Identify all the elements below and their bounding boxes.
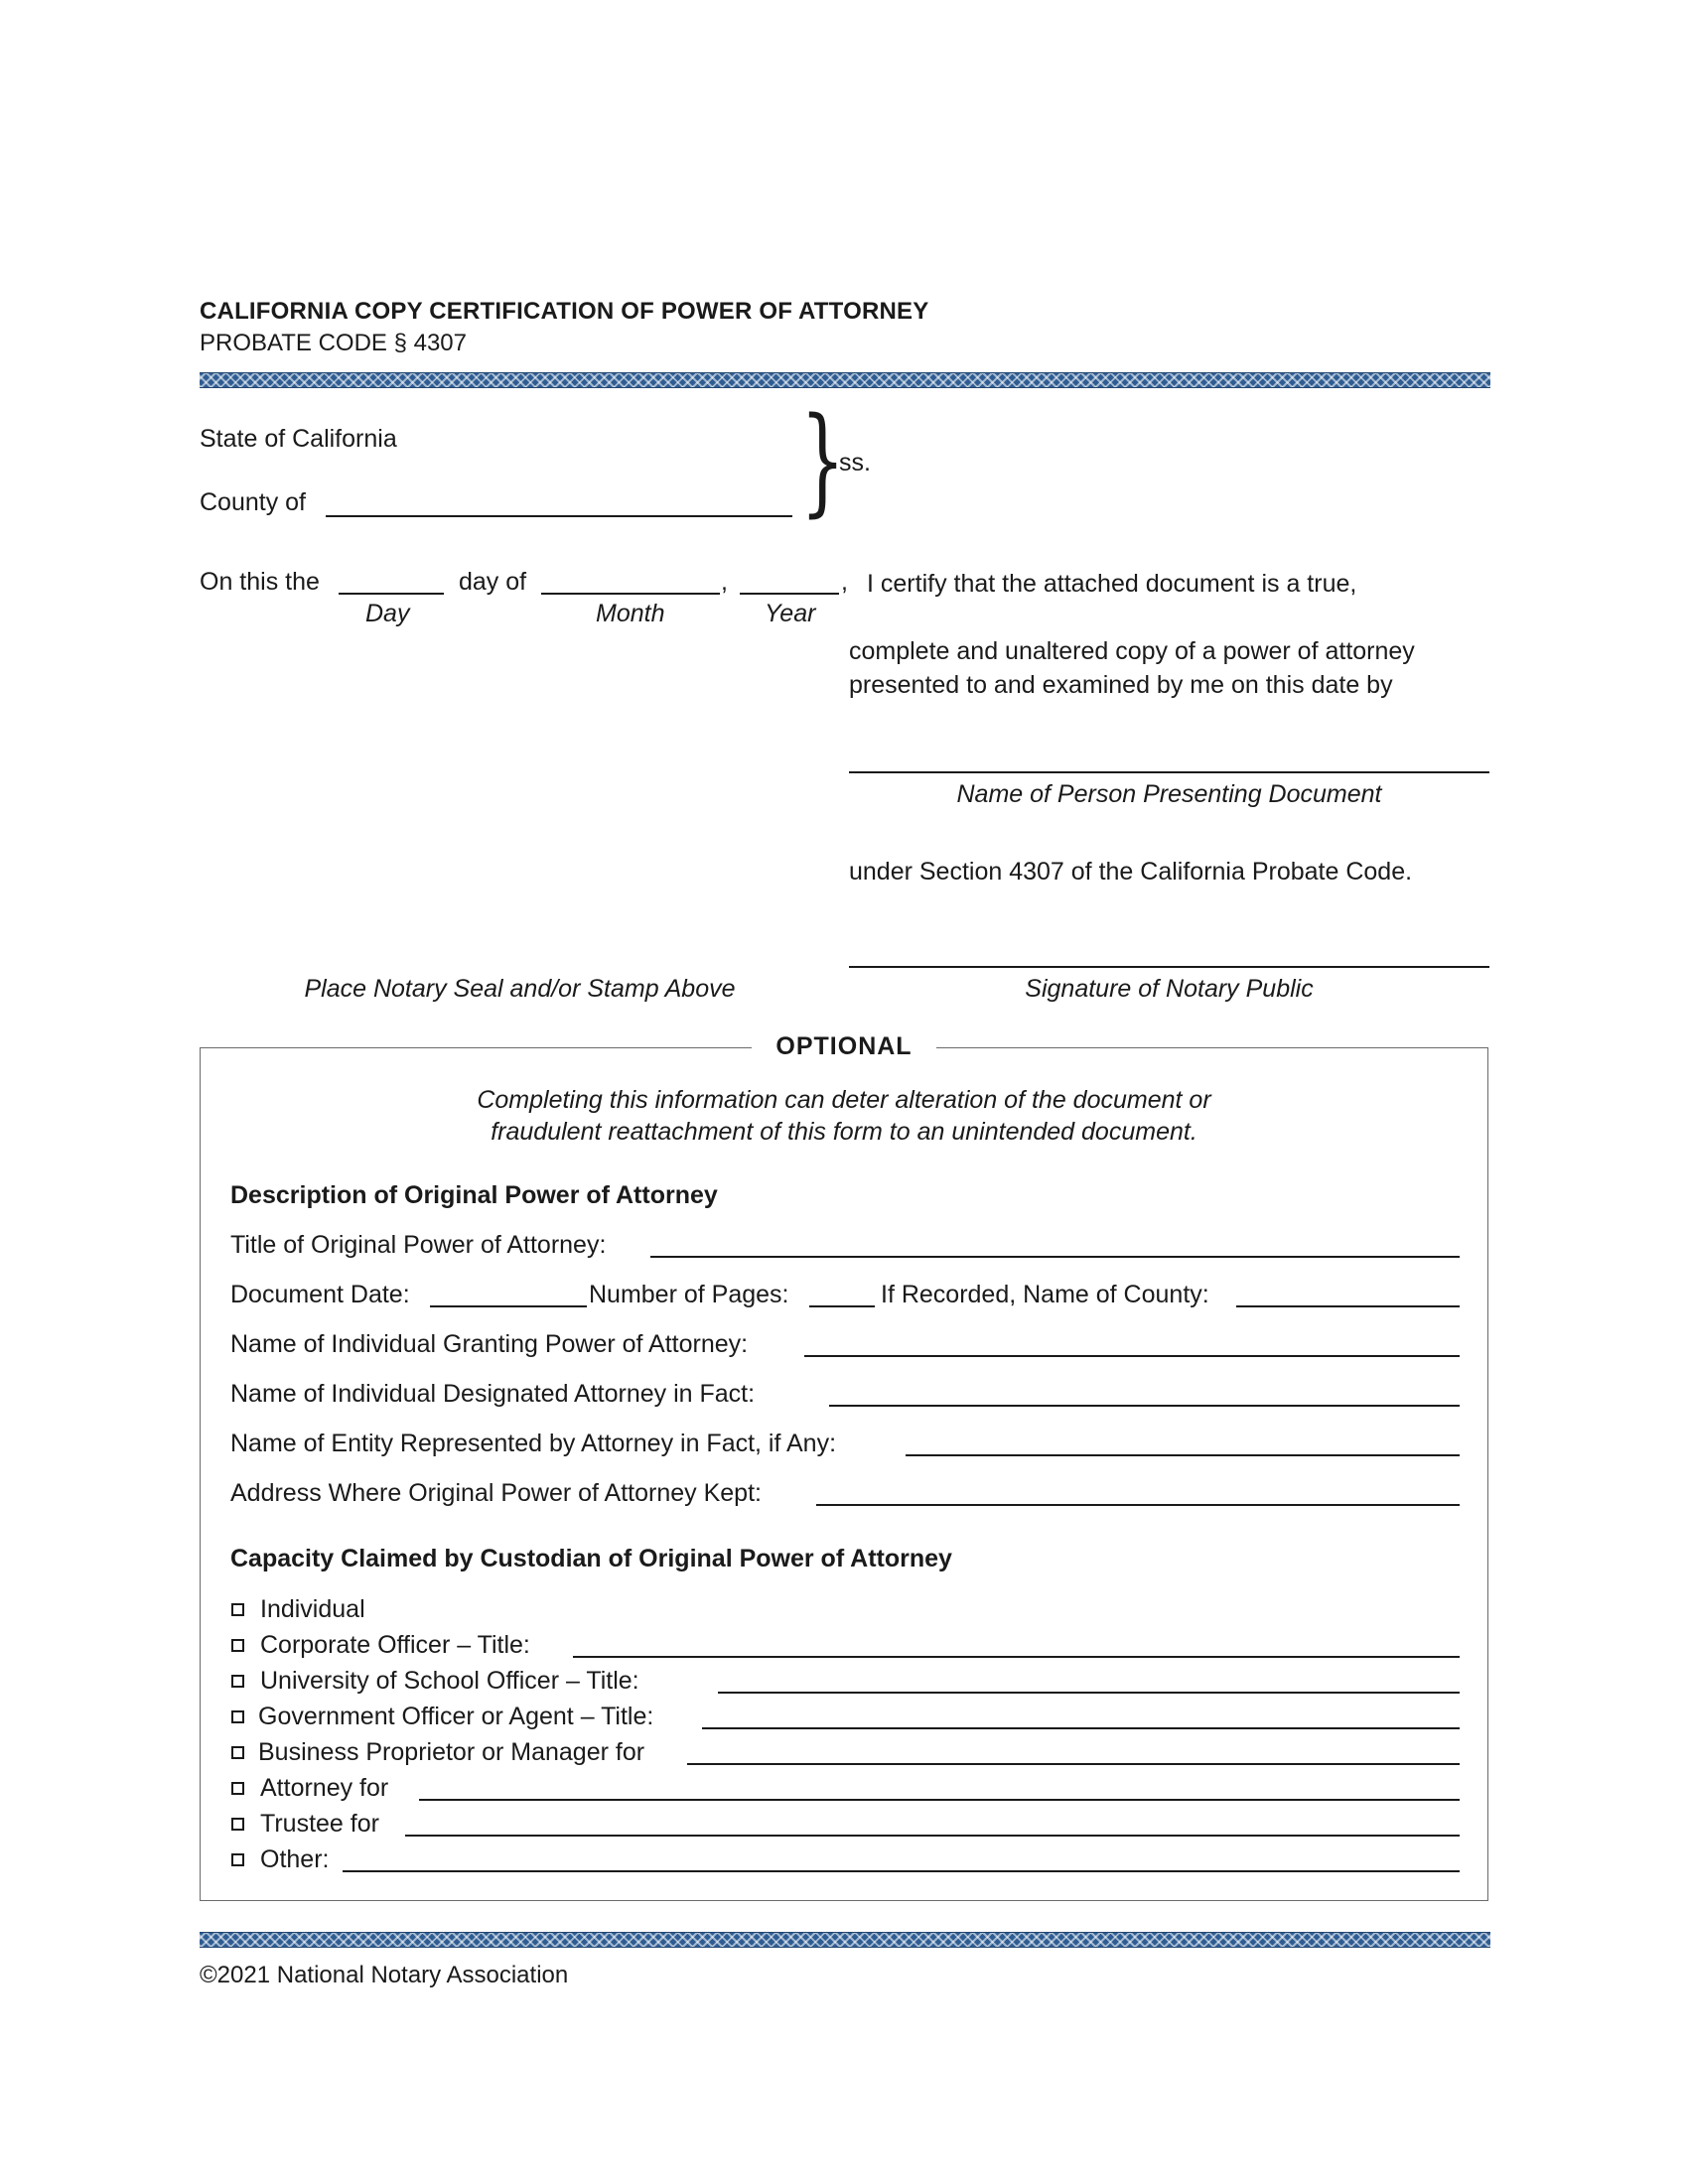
seal-caption: Place Notary Seal and/or Stamp Above [304, 975, 736, 1003]
form-title: CALIFORNIA COPY CERTIFICATION OF POWER OF ATTORNEY [200, 298, 929, 325]
month-caption: Month [596, 600, 665, 627]
checkbox-individual[interactable] [231, 1603, 244, 1616]
attorney-for-field[interactable] [419, 1799, 1460, 1801]
optional-section-box [200, 1047, 1488, 1901]
business-proprietor-field[interactable] [687, 1763, 1460, 1765]
form-subtitle: PROBATE CODE § 4307 [200, 330, 467, 356]
bottom-decorative-rule [200, 1932, 1490, 1948]
checkbox-attorney-for[interactable] [231, 1782, 244, 1795]
optional-intro-line2: fraudulent reattachment of this form to an unintended document. [491, 1118, 1197, 1146]
capacity-label: Individual [260, 1595, 365, 1623]
checkbox-corporate-officer[interactable] [231, 1639, 244, 1652]
address-field[interactable] [816, 1504, 1460, 1506]
day-caption: Day [365, 600, 410, 627]
ss-label: ss. [839, 449, 871, 477]
checkbox-school-officer[interactable] [231, 1675, 244, 1688]
month-field[interactable] [541, 593, 720, 595]
title-field[interactable] [650, 1256, 1460, 1258]
optional-heading: OPTIONAL [752, 1032, 936, 1061]
capacity-label: Business Proprietor or Manager for [258, 1738, 645, 1766]
granting-field[interactable] [804, 1355, 1460, 1357]
entity-label: Name of Entity Represented by Attorney in Fact, if Any: [230, 1430, 837, 1457]
recorded-county-field[interactable] [1236, 1305, 1460, 1307]
other-field[interactable] [343, 1870, 1460, 1872]
certify-text: I certify that the attached document is a true, [867, 570, 1357, 598]
certify-text-line3: presented to and examined by me on this date by [849, 671, 1393, 699]
trustee-for-field[interactable] [405, 1835, 1460, 1837]
comma-separator: , [721, 568, 728, 596]
address-label: Address Where Original Power of Attorney Kept: [230, 1479, 762, 1507]
year-caption: Year [765, 600, 816, 627]
checkbox-other[interactable] [231, 1853, 244, 1866]
optional-intro-line1: Completing this information can deter alteration of the document or [477, 1086, 1211, 1114]
on-this-the-label: On this the [200, 568, 320, 596]
government-officer-title-field[interactable] [702, 1727, 1460, 1729]
checkbox-business-proprietor[interactable] [231, 1746, 244, 1759]
granting-label: Name of Individual Granting Power of Attorney: [230, 1330, 749, 1358]
county-field[interactable] [326, 515, 792, 517]
doc-date-field[interactable] [430, 1305, 587, 1307]
capacity-label: Trustee for [260, 1810, 379, 1838]
top-decorative-rule [200, 372, 1490, 388]
num-pages-label: Number of Pages: [589, 1281, 789, 1308]
day-field[interactable] [339, 593, 444, 595]
under-section-text: under Section 4307 of the California Probate Code. [849, 858, 1413, 886]
certify-text-line2: complete and unaltered copy of a power of attorney [849, 637, 1415, 665]
corporate-officer-title-field[interactable] [573, 1656, 1460, 1658]
num-pages-field[interactable] [809, 1305, 875, 1307]
title-field-label: Title of Original Power of Attorney: [230, 1231, 607, 1259]
if-recorded-label: If Recorded, Name of County: [881, 1281, 1209, 1308]
notary-signature-field[interactable] [849, 966, 1489, 968]
capacity-heading: Capacity Claimed by Custodian of Original Power of Attorney [230, 1545, 952, 1572]
checkbox-trustee-for[interactable] [231, 1818, 244, 1831]
capacity-label: University of School Officer – Title: [260, 1667, 639, 1695]
designated-label: Name of Individual Designated Attorney in Fact: [230, 1380, 756, 1408]
day-of-label: day of [459, 568, 527, 596]
capacity-label: Attorney for [260, 1774, 389, 1802]
description-heading: Description of Original Power of Attorney [230, 1181, 718, 1209]
year-field[interactable] [740, 593, 839, 595]
state-label: State of California [200, 425, 397, 453]
brace-symbol: } [800, 391, 846, 528]
county-label: County of [200, 488, 307, 516]
school-officer-title-field[interactable] [718, 1692, 1460, 1694]
designated-field[interactable] [829, 1405, 1460, 1407]
copyright-text: ©2021 National Notary Association [200, 1962, 569, 1988]
signature-caption: Signature of Notary Public [1025, 975, 1314, 1003]
presenter-name-field[interactable] [849, 771, 1489, 773]
entity-field[interactable] [906, 1454, 1460, 1456]
checkbox-government-officer[interactable] [231, 1710, 244, 1723]
capacity-label: Government Officer or Agent – Title: [258, 1703, 654, 1730]
capacity-label: Corporate Officer – Title: [260, 1631, 530, 1659]
capacity-label: Other: [260, 1845, 330, 1873]
doc-date-label: Document Date: [230, 1281, 410, 1308]
presenter-name-caption: Name of Person Presenting Document [956, 780, 1382, 808]
comma-separator: , [841, 568, 848, 596]
